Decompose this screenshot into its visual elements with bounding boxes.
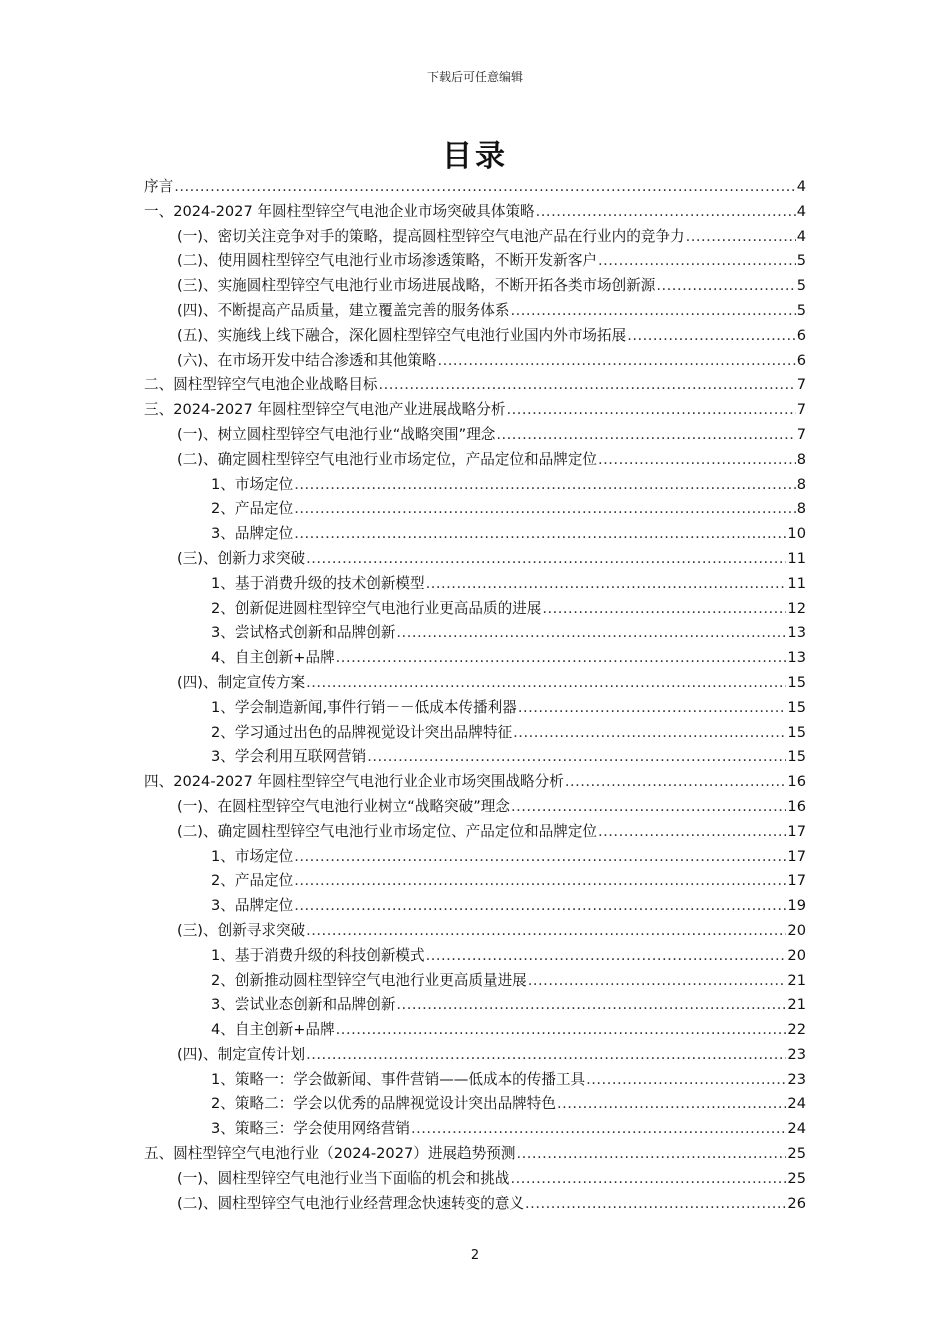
- toc-entry-page: 7: [796, 376, 806, 394]
- toc-entry-page: 8: [796, 475, 806, 493]
- toc-entry-page: 5: [796, 252, 806, 270]
- toc-dot-leader: [174, 178, 796, 195]
- toc-entry-page: 7: [796, 401, 806, 419]
- toc-entry[interactable]: [144, 274, 806, 299]
- toc-entry[interactable]: [144, 547, 806, 572]
- toc-dot-leader: [306, 674, 786, 691]
- toc-entry[interactable]: [144, 398, 806, 423]
- toc-entry-label: 1、基于消费升级的技术创新模型: [211, 574, 425, 592]
- toc-entry-label: 3、策略三：学会使用网络营销: [211, 1120, 411, 1138]
- toc-entry-label: (一)、在圆柱型锌空气电池行业树立“战略突破”理念: [177, 797, 510, 815]
- toc-entry-page: 21: [787, 971, 806, 989]
- toc-entry-label: 2、创新促进圆柱型锌空气电池行业更高品质的进展: [211, 599, 542, 617]
- toc-dot-leader: [542, 600, 786, 617]
- toc-entry[interactable]: [144, 646, 806, 671]
- toc-entry-label: (三)、实施圆柱型锌空气电池行业市场进展战略，不断开拓各类市场创新源: [177, 277, 656, 295]
- toc-dot-leader: [586, 1071, 786, 1088]
- toc-entry-label: 2、产品定位: [211, 872, 294, 890]
- toc-dot-leader: [294, 848, 786, 865]
- toc-dot-leader: [510, 1170, 786, 1187]
- toc-entry-page: 4: [796, 178, 806, 195]
- toc-dot-leader: [536, 203, 796, 220]
- toc-entry[interactable]: [144, 1092, 806, 1117]
- toc-dot-leader: [525, 1195, 786, 1212]
- toc-entry-label: 1、市场定位: [211, 847, 294, 865]
- toc-entry[interactable]: [144, 497, 806, 522]
- toc-dot-leader: [511, 798, 786, 815]
- toc-title: 目录: [442, 139, 508, 174]
- toc-dot-leader: [598, 823, 786, 840]
- toc-entry[interactable]: [144, 299, 806, 324]
- toc-entry-label: 三、2024-2027 年圆柱型锌空气电池产业进展战略分析: [144, 401, 506, 419]
- toc-entry[interactable]: [144, 175, 806, 200]
- toc-entry-page: 17: [787, 872, 806, 890]
- toc-entry-page: 10: [787, 525, 806, 543]
- toc-dot-leader: [306, 922, 786, 939]
- toc-entry-label: 1、基于消费升级的科技创新模式: [211, 946, 425, 964]
- toc-entry-page: 15: [787, 698, 806, 716]
- toc-entry-page: 16: [787, 797, 806, 815]
- toc-dot-leader: [379, 376, 796, 393]
- toc-dot-leader: [506, 401, 795, 418]
- toc-entry[interactable]: [144, 597, 806, 622]
- toc-dot-leader: [294, 525, 786, 542]
- toc-entry-page: 21: [787, 996, 806, 1014]
- toc-entry-page: 16: [787, 773, 806, 791]
- toc-entry-label: 3、尝试格式创新和品牌创新: [211, 624, 396, 642]
- toc-dot-leader: [598, 451, 796, 468]
- toc-dot-leader: [518, 699, 787, 716]
- toc-entry[interactable]: [144, 349, 806, 374]
- toc-entry-label: 四、2024-2027 年圆柱型锌空气电池行业企业市场突围战略分析: [144, 773, 564, 791]
- toc-dot-leader: [656, 277, 795, 294]
- toc-dot-leader: [411, 1120, 786, 1137]
- toc-entry-label: 1、市场定位: [211, 475, 294, 493]
- toc-entry[interactable]: [144, 1018, 806, 1043]
- toc-entry-label: (二)、圆柱型锌空气电池行业经营理念快速转变的意义: [177, 1194, 525, 1212]
- toc-entry-label: 1、学会制造新闻,事件行销－－低成本传播利器: [211, 698, 517, 716]
- toc-entry-page: 26: [787, 1194, 806, 1212]
- toc-dot-leader: [336, 649, 787, 666]
- toc-entry-page: 4: [796, 202, 806, 220]
- toc-entry-label: 4、自主创新+品牌: [211, 649, 335, 667]
- toc-entry-page: 15: [787, 748, 806, 766]
- toc-entry-label: 二、圆柱型锌空气电池企业战略目标: [144, 376, 378, 394]
- toc-entry[interactable]: [144, 572, 806, 597]
- toc-entry[interactable]: [144, 894, 806, 919]
- toc-entry[interactable]: [144, 1167, 806, 1192]
- toc-entry[interactable]: [144, 745, 806, 770]
- toc-entry-label: 4、自主创新+品牌: [211, 1021, 335, 1039]
- toc-entry-page: 17: [787, 847, 806, 865]
- toc-entry-label: (二)、使用圆柱型锌空气电池行业市场渗透策略，不断开发新客户: [177, 252, 598, 270]
- toc-dot-leader: [565, 773, 787, 790]
- toc-entry-page: 22: [787, 1021, 806, 1039]
- toc-dot-leader: [306, 1046, 786, 1063]
- toc-entry-label: (四)、制定宣传方案: [177, 673, 306, 691]
- toc-entry[interactable]: [144, 373, 806, 398]
- toc-entry[interactable]: [144, 721, 806, 746]
- toc-dot-leader: [426, 575, 787, 592]
- toc-entry[interactable]: [144, 795, 806, 820]
- toc-entry-label: (五)、实施线上线下融合，深化圆柱型锌空气电池行业国内外市场拓展: [177, 326, 627, 344]
- toc-entry-label: (二)、确定圆柱型锌空气电池行业市场定位，产品定位和品牌定位: [177, 450, 598, 468]
- toc-entry[interactable]: [144, 448, 806, 473]
- toc-entry[interactable]: [144, 1117, 806, 1142]
- toc-dot-leader: [294, 872, 786, 889]
- toc-dot-leader: [513, 724, 786, 741]
- toc-entry[interactable]: [144, 1192, 806, 1217]
- toc-entry-label: 3、尝试业态创新和品牌创新: [211, 996, 396, 1014]
- toc-entry[interactable]: [144, 249, 806, 274]
- toc-dot-leader: [306, 550, 786, 567]
- toc-dot-leader: [396, 624, 786, 641]
- toc-entry-page: 8: [796, 450, 806, 468]
- toc-entry-label: 序言: [144, 178, 174, 195]
- toc-entry-page: 13: [787, 624, 806, 642]
- toc-entry-page: 20: [787, 921, 806, 939]
- toc-entry[interactable]: [144, 770, 806, 795]
- toc-entry[interactable]: [144, 944, 806, 969]
- toc-entry-page: 12: [787, 599, 806, 617]
- toc-entry-page: 24: [787, 1120, 806, 1138]
- toc-dot-leader: [516, 1145, 786, 1162]
- toc-entry-page: 11: [787, 549, 806, 567]
- toc-dot-leader: [426, 947, 787, 964]
- page-number: 2: [470, 1248, 480, 1263]
- toc-entry-page: 4: [796, 227, 806, 245]
- toc-entry-label: (一)、圆柱型锌空气电池行业当下面临的机会和挑战: [177, 1169, 510, 1187]
- toc-entry-page: 24: [787, 1095, 806, 1113]
- toc-dot-leader: [336, 1021, 787, 1038]
- toc-entry-page: 20: [787, 946, 806, 964]
- toc-entry[interactable]: [144, 820, 806, 845]
- toc-entry-label: (一)、树立圆柱型锌空气电池行业“战略突围”理念: [177, 425, 496, 443]
- toc-dot-leader: [557, 1095, 786, 1112]
- toc-entry-page: 15: [787, 723, 806, 741]
- toc-entry-label: 2、创新推动圆柱型锌空气电池行业更高质量进展: [211, 971, 527, 989]
- toc-entry-page: 25: [787, 1169, 806, 1187]
- toc-entry-page: 25: [787, 1145, 806, 1163]
- toc-entry[interactable]: [144, 621, 806, 646]
- toc-entry[interactable]: [144, 200, 806, 225]
- toc-entry-label: 2、产品定位: [211, 500, 294, 518]
- toc-entry-page: 5: [796, 301, 806, 319]
- toc-entry[interactable]: [144, 845, 806, 870]
- toc-entry[interactable]: [144, 324, 806, 349]
- toc-entry-page: 15: [787, 673, 806, 691]
- toc-entry[interactable]: [144, 1142, 806, 1167]
- toc-dot-leader: [294, 476, 795, 493]
- toc-entry[interactable]: [144, 473, 806, 498]
- toc-entry-label: 2、策略二：学会以优秀的品牌视觉设计突出品牌特色: [211, 1095, 556, 1113]
- toc-entry-label: (六)、在市场开发中结合渗透和其他策略: [177, 351, 437, 369]
- table-of-contents: [144, 175, 806, 1216]
- toc-dot-leader: [367, 748, 786, 765]
- toc-entry-page: 13: [787, 649, 806, 667]
- toc-entry-page: 17: [787, 822, 806, 840]
- toc-dot-leader: [496, 426, 795, 443]
- toc-entry-label: 2、学习通过出色的品牌视觉设计突出品牌特征: [211, 723, 513, 741]
- toc-entry-label: 3、品牌定位: [211, 897, 294, 915]
- toc-entry-label: 一、2024-2027 年圆柱型锌空气电池企业市场突破具体策略: [144, 202, 535, 220]
- toc-entry[interactable]: [144, 423, 806, 448]
- toc-entry-label: 3、学会利用互联网营销: [211, 748, 367, 766]
- toc-entry-label: 五、圆柱型锌空气电池行业（2024-2027）进展趋势预测: [144, 1145, 516, 1163]
- toc-entry[interactable]: [144, 225, 806, 250]
- toc-dot-leader: [437, 352, 795, 369]
- toc-entry-label: 3、品牌定位: [211, 525, 294, 543]
- toc-dot-leader: [627, 327, 796, 344]
- toc-entry-page: 23: [787, 1045, 806, 1063]
- toc-entry[interactable]: [144, 869, 806, 894]
- toc-dot-leader: [686, 228, 796, 245]
- toc-entry[interactable]: [144, 696, 806, 721]
- toc-entry[interactable]: [144, 671, 806, 696]
- toc-entry-page: 11: [787, 574, 806, 592]
- toc-entry-page: 7: [796, 425, 806, 443]
- toc-entry-page: 6: [796, 326, 806, 344]
- toc-dot-leader: [528, 972, 787, 989]
- header-note: 下载后可任意编辑: [426, 70, 523, 84]
- toc-entry-label: (四)、不断提高产品质量，建立覆盖完善的服务体系: [177, 301, 510, 319]
- toc-entry-label: (二)、确定圆柱型锌空气电池行业市场定位、产品定位和品牌定位: [177, 822, 598, 840]
- toc-entry-label: (一)、密切关注竞争对手的策略，提高圆柱型锌空气电池产品在行业内的竞争力: [177, 227, 685, 245]
- toc-entry-page: 6: [796, 351, 806, 369]
- toc-dot-leader: [396, 996, 786, 1013]
- toc-dot-leader: [510, 302, 795, 319]
- toc-entry-page: 5: [796, 277, 806, 295]
- toc-entry[interactable]: [144, 919, 806, 944]
- toc-dot-leader: [294, 897, 786, 914]
- toc-dot-leader: [598, 252, 796, 269]
- toc-entry[interactable]: [144, 1043, 806, 1068]
- toc-entry-label: 1、策略一：学会做新闻、事件营销——低成本的传播工具: [211, 1070, 586, 1088]
- toc-entry-page: 19: [787, 897, 806, 915]
- toc-entry-label: (三)、创新力求突破: [177, 549, 306, 567]
- toc-entry-label: (三)、创新寻求突破: [177, 921, 306, 939]
- toc-entry-label: (四)、制定宣传计划: [177, 1045, 306, 1063]
- toc-dot-leader: [294, 500, 795, 517]
- toc-entry[interactable]: [144, 1068, 806, 1093]
- toc-entry[interactable]: [144, 522, 806, 547]
- toc-entry[interactable]: [144, 969, 806, 994]
- toc-entry-page: 23: [787, 1070, 806, 1088]
- toc-entry[interactable]: [144, 993, 806, 1018]
- toc-entry-page: 8: [796, 500, 806, 518]
